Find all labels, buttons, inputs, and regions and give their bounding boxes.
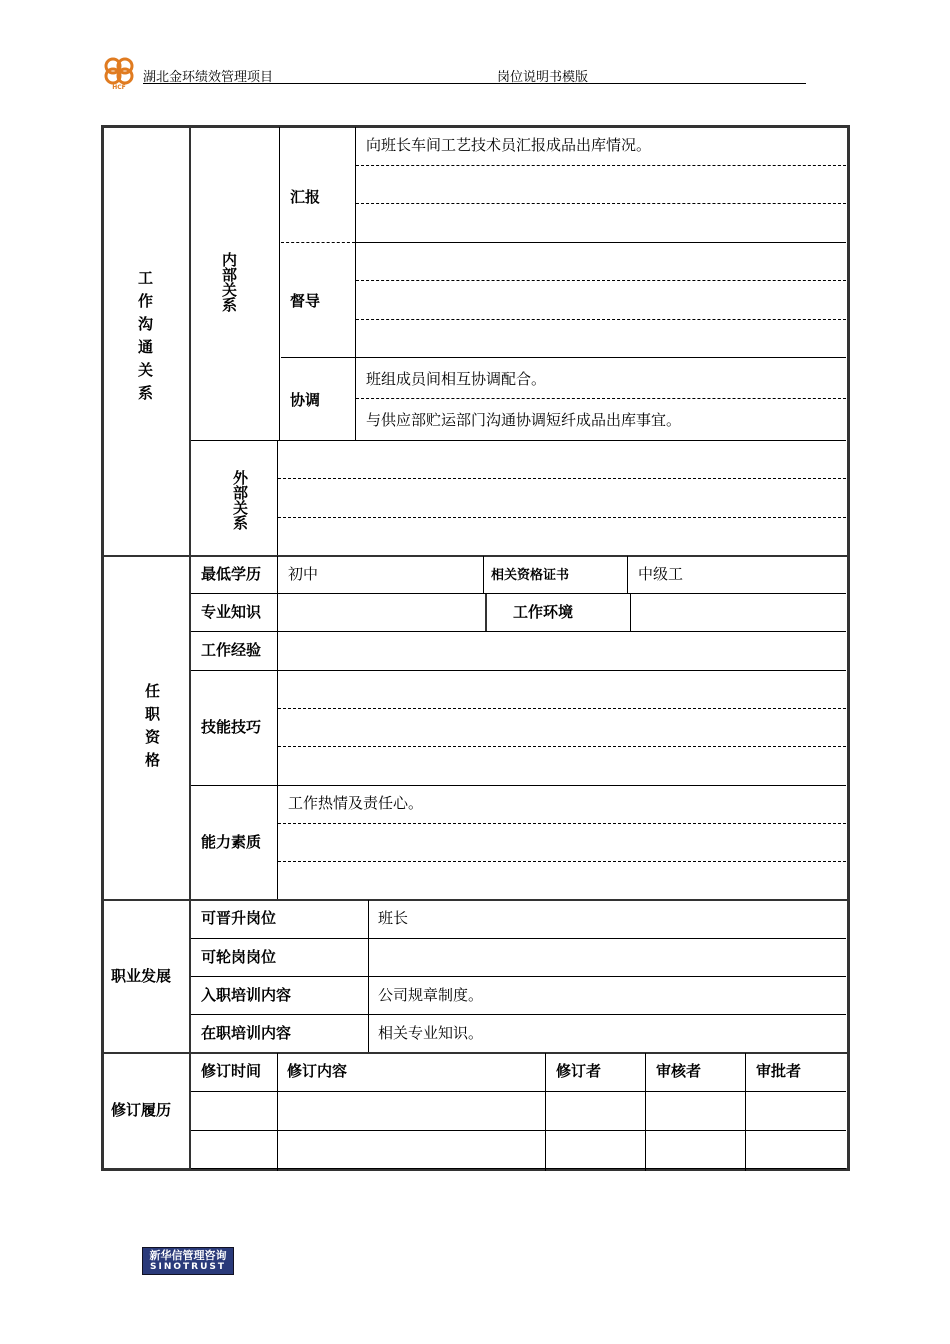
row-divider bbox=[191, 785, 846, 786]
consulting-logo bbox=[142, 1247, 234, 1275]
education-label: 最低学历 bbox=[201, 565, 262, 583]
row-divider bbox=[191, 593, 846, 594]
column-divider bbox=[355, 127, 356, 441]
ability-value: 工作热情及责任心。 bbox=[288, 794, 424, 812]
company-name: 湖北金环绩效管理项目 bbox=[143, 70, 274, 85]
dashed-line bbox=[278, 478, 846, 479]
dashed-line bbox=[278, 708, 846, 709]
column-divider bbox=[189, 127, 191, 1169]
coordinate-line-1: 班组成员间相互协调配合。 bbox=[366, 370, 547, 388]
dashed-line bbox=[281, 242, 355, 243]
internal-relations-label: 内部关系 bbox=[220, 252, 238, 312]
section-title-communication: 工作沟通关系 bbox=[136, 270, 154, 408]
logo-english-text: SINOTRUST bbox=[149, 1262, 226, 1272]
knowledge-label: 专业知识 bbox=[201, 603, 262, 621]
section-title-qualifications: 任职资格 bbox=[143, 683, 161, 775]
external-relations-label: 外部关系 bbox=[231, 470, 249, 530]
dashed-line bbox=[278, 517, 846, 518]
column-divider bbox=[277, 441, 278, 555]
reviser-header: 修订者 bbox=[556, 1062, 602, 1080]
row-divider bbox=[191, 670, 846, 671]
document-title: 岗位说明书模版 bbox=[497, 70, 589, 85]
row-divider bbox=[191, 1130, 846, 1131]
onjob-training-value: 相关专业知识。 bbox=[378, 1024, 484, 1042]
dashed-line bbox=[278, 746, 846, 747]
section-title-revision: 修订履历 bbox=[111, 1101, 172, 1119]
section-title-career: 职业发展 bbox=[111, 967, 172, 985]
column-divider bbox=[745, 1053, 746, 1171]
column-divider bbox=[630, 594, 631, 632]
row-divider bbox=[281, 357, 846, 358]
row-divider bbox=[191, 440, 846, 441]
company-logo bbox=[101, 54, 137, 90]
certificate-label: 相关资格证书 bbox=[491, 568, 570, 583]
onjob-training-label: 在职培训内容 bbox=[201, 1024, 292, 1042]
dashed-line bbox=[356, 165, 846, 166]
row-divider bbox=[191, 1091, 846, 1092]
report-label: 汇报 bbox=[290, 188, 321, 206]
row-divider bbox=[191, 1014, 846, 1015]
induction-training-value: 公司规章制度。 bbox=[378, 986, 484, 1004]
column-divider bbox=[279, 127, 280, 441]
header-rule bbox=[143, 83, 806, 84]
column-divider bbox=[485, 594, 487, 632]
experience-label: 工作经验 bbox=[201, 641, 262, 659]
section-divider bbox=[103, 1052, 848, 1054]
row-divider bbox=[191, 1168, 846, 1169]
dashed-line bbox=[356, 203, 846, 204]
certificate-value: 中级工 bbox=[638, 565, 684, 583]
row-divider bbox=[191, 938, 846, 939]
dashed-line bbox=[278, 861, 846, 862]
logo-chinese-text: 新华信管理咨询 bbox=[149, 1249, 227, 1262]
row-divider bbox=[191, 976, 846, 977]
row-divider bbox=[356, 242, 846, 243]
revision-content-header: 修订内容 bbox=[287, 1062, 348, 1080]
skills-label: 技能技巧 bbox=[201, 718, 262, 736]
dashed-line bbox=[278, 823, 846, 824]
reviewer-header: 审核者 bbox=[656, 1062, 702, 1080]
logo-text: HCF bbox=[112, 84, 126, 90]
section-divider bbox=[103, 555, 848, 557]
dashed-line bbox=[356, 319, 846, 320]
promotion-label: 可晋升岗位 bbox=[201, 909, 277, 927]
supervise-label: 督导 bbox=[290, 292, 321, 310]
rotation-label: 可轮岗岗位 bbox=[201, 948, 277, 966]
promotion-value: 班长 bbox=[378, 909, 409, 927]
section-divider bbox=[103, 899, 848, 901]
coordinate-label: 协调 bbox=[290, 391, 321, 409]
column-divider bbox=[645, 1053, 646, 1171]
column-divider bbox=[483, 556, 484, 594]
column-divider bbox=[627, 556, 628, 594]
column-divider bbox=[545, 1053, 546, 1171]
dashed-line bbox=[356, 280, 846, 281]
approver-header: 审批者 bbox=[756, 1062, 802, 1080]
dashed-line bbox=[356, 398, 846, 399]
revision-time-header: 修订时间 bbox=[201, 1062, 262, 1080]
induction-training-label: 入职培训内容 bbox=[201, 986, 292, 1004]
column-divider bbox=[277, 1053, 278, 1171]
coordinate-line-2: 与供应部贮运部门沟通协调短纤成品出库事宜。 bbox=[366, 411, 682, 429]
ability-label: 能力素质 bbox=[201, 833, 262, 851]
report-text: 向班长车间工艺技术员汇报成品出库情况。 bbox=[366, 136, 652, 154]
column-divider bbox=[277, 556, 278, 899]
education-value: 初中 bbox=[288, 565, 319, 583]
environment-label: 工作环境 bbox=[513, 603, 574, 621]
row-divider bbox=[191, 631, 846, 632]
